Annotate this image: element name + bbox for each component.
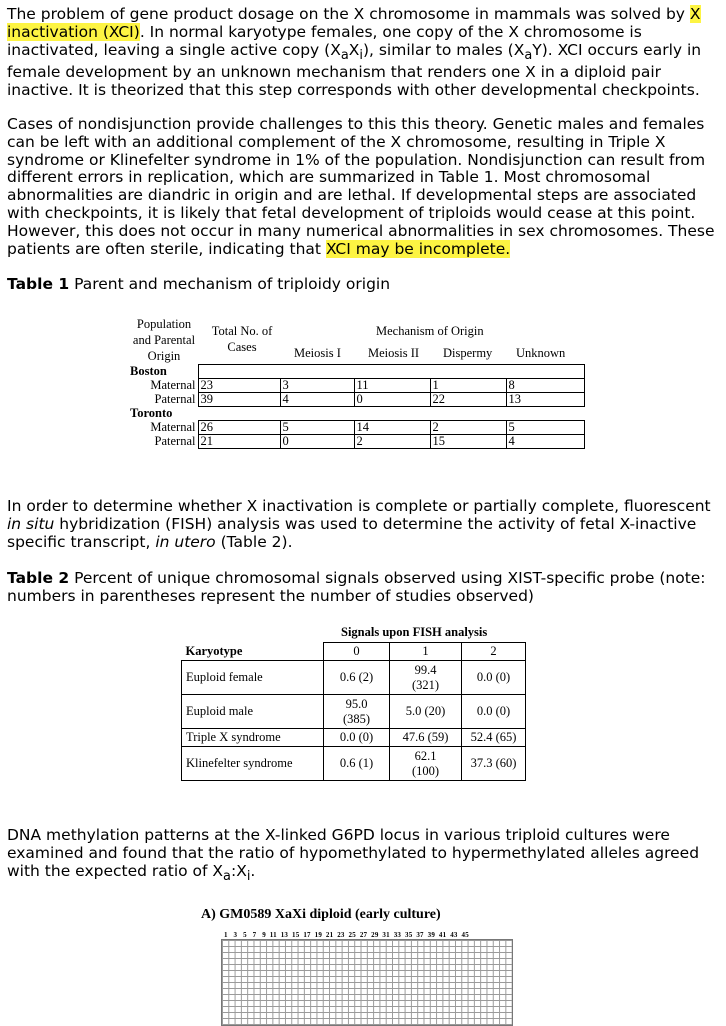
meiosis1-cell: 3 (280, 379, 354, 393)
header-1: 1 (390, 643, 462, 661)
highlight-incomplete: XCI may be incomplete. (325, 239, 511, 258)
figure-column-numbers: 1 3 5 7 9 11 13 15 17 19 21 23 25 27 29 31 33 35 37 39 41 43 45 (224, 931, 469, 939)
subscript: i (246, 868, 251, 884)
text: . (250, 861, 256, 880)
cell-line: 0.6 (2) (339, 670, 374, 684)
origin-cell: Paternal (154, 392, 196, 406)
cell-line: 0.6 (1) (339, 756, 374, 770)
dispermy-cell: 15 (430, 435, 506, 449)
meiosis1-cell: 4 (280, 393, 354, 407)
text: ), similar to males (X (362, 40, 525, 59)
table1-body (128, 364, 585, 449)
total-cell: 23 (198, 379, 280, 393)
cell-line: 0.0 (0) (476, 704, 511, 718)
signal0-cell (324, 695, 390, 729)
empty-cell (198, 365, 584, 379)
cell-line: 37.3 (60) (470, 756, 517, 770)
dispermy-cell: 1 (430, 379, 506, 393)
table-row (128, 393, 584, 407)
figure-title: A) GM0589 XaXi diploid (early culture) (201, 907, 441, 922)
meiosis2-cell: 14 (354, 421, 430, 435)
highlight-xci: X inactivation (XCI) (7, 5, 701, 41)
nondisjunction-paragraph (7, 116, 719, 258)
signal1-cell (390, 747, 462, 781)
table-row (128, 379, 584, 393)
signal1-cell (390, 661, 462, 695)
table2-body (181, 642, 526, 781)
table1-caption: Parent and mechanism of triploidy origin (69, 275, 391, 293)
table1 (128, 316, 585, 449)
signal1-cell (390, 695, 462, 729)
italic-text: in utero (155, 532, 216, 551)
text: (Table 2). (215, 532, 293, 551)
header-text: and Parental (132, 333, 196, 347)
group-boston: Boston (130, 364, 167, 378)
unknown-cell: 13 (506, 393, 584, 407)
meiosis1-cell: 5 (280, 421, 354, 435)
total-cell: 21 (198, 435, 280, 449)
header-text: Population (136, 317, 192, 331)
dispermy-cell: 22 (430, 393, 506, 407)
text: . In normal karyotype females, one copy of the X chromosome is inactivated, leaving a single active copy (X (7, 22, 642, 59)
karyotype-cell: Euploid female (182, 661, 324, 695)
meiosis2-cell: 2 (354, 435, 430, 449)
text: The problem of gene product dosage on the X chromosome in mammals was solved by (7, 5, 690, 23)
italic-text: in situ (7, 514, 55, 533)
header-unknown: Unknown (516, 346, 566, 360)
cell-line: 99.4 (414, 662, 437, 677)
text: In order to determine whether X inactivation is complete or partially complete, fluorescent (7, 497, 711, 515)
table2 (181, 624, 526, 781)
header-meiosis2: Meiosis II (368, 346, 420, 360)
total-cell: 26 (198, 421, 280, 435)
methylation-grid (221, 939, 513, 1026)
cell-line: (100) (411, 763, 440, 778)
origin-cell: Paternal (154, 434, 196, 448)
text: :X (230, 861, 247, 880)
header-total (206, 323, 278, 355)
methylation-paragraph (7, 827, 719, 885)
total-cell: 39 (198, 393, 280, 407)
signal2-cell (462, 747, 526, 781)
signal2-cell (462, 661, 526, 695)
meiosis2-cell: 11 (354, 379, 430, 393)
header-text: Cases (227, 340, 257, 354)
subscript: a (524, 47, 533, 63)
subscript: a (340, 47, 349, 63)
cell-line: (385) (342, 711, 371, 726)
signal0-cell: 0.0 (0) (324, 729, 390, 747)
header-0: 0 (324, 643, 390, 661)
table-row (182, 729, 526, 747)
meiosis2-cell: 0 (354, 393, 430, 407)
group-toronto: Toronto (130, 406, 173, 420)
header-text: Total No. of (211, 324, 273, 338)
table-row (182, 695, 526, 729)
cell-line: 0.0 (0) (476, 670, 511, 684)
table2-title (7, 570, 719, 606)
text: hybridization (FISH) analysis was used to determine the activity of fetal X-inactive specific transcript, (7, 514, 697, 551)
karyotype-cell: Triple X syndrome (182, 729, 324, 747)
cell-line: 95.0 (345, 696, 368, 711)
table2-label: Table 2 (7, 569, 70, 587)
karyotype-cell: Klinefelter syndrome (182, 747, 324, 781)
table-row (182, 661, 526, 695)
header-2: 2 (462, 643, 526, 661)
header-meiosis1: Meiosis I (294, 346, 341, 360)
table-header-row (182, 643, 526, 661)
group-row (128, 407, 584, 421)
header-karyotype: Karyotype (182, 643, 324, 661)
karyotype-cell: Euploid male (182, 695, 324, 729)
header-text: Origin (147, 349, 181, 363)
unknown-cell: 4 (506, 435, 584, 449)
cell-line: (321) (411, 677, 440, 692)
table2-signals-header: Signals upon FISH analysis (341, 625, 488, 639)
unknown-cell: 5 (506, 421, 584, 435)
signal0-cell (324, 747, 390, 781)
table-row (128, 421, 584, 435)
subscript: a (223, 868, 231, 884)
group-row (128, 365, 584, 379)
intro-paragraph (7, 6, 719, 100)
origin-cell: Maternal (150, 420, 196, 434)
dispermy-cell: 2 (430, 421, 506, 435)
origin-cell: Maternal (150, 378, 196, 392)
table2-caption: Percent of unique chromosomal signals observed using XIST-specific probe (note: numbers in parentheses represent the number of studies observed) (7, 569, 706, 605)
header-population (128, 316, 200, 364)
header-dispermy: Dispermy (443, 346, 493, 360)
table-row (182, 747, 526, 781)
cell-line: 62.1 (414, 748, 437, 763)
header-mechanism: Mechanism of Origin (376, 324, 484, 338)
text: Y). XCI occurs early in female development by an unknown mechanism that renders one X in a diploid pair inactive. It is theorized that this step corresponds with other developmental checkpoints. (7, 40, 702, 100)
fish-paragraph (7, 498, 719, 551)
unknown-cell: 8 (506, 379, 584, 393)
text: Cases of nondisjunction provide challenges to this this theory. Genetic males and females can be left with an additional complement of the X chromosome, resulting in Triple X syndrome or Klinefelter syndrome in 1% of the population. Nondisjunction can result from different errors in replication, which are summarized in Table 1. Most chromosomal abnormalities are diandric in origin and are lethal. If developmental steps are associated with checkpoints, it is likely that fetal development of triploids would cease at this point. However, this does not occur in many numerical abnormalities in sex chromosomes. These patients are often sterile, indicating that (7, 115, 715, 258)
signal0-cell (324, 661, 390, 695)
cell-line: 5.0 (20) (405, 704, 446, 718)
meiosis1-cell: 0 (280, 435, 354, 449)
table1-title (7, 276, 719, 294)
table-row (128, 435, 584, 449)
signal2-cell (462, 695, 526, 729)
signal2-cell: 52.4 (65) (462, 729, 526, 747)
text: X (348, 40, 360, 59)
subscript: i (359, 47, 363, 63)
signal1-cell: 47.6 (59) (390, 729, 462, 747)
text: DNA methylation patterns at the X-linked G6PD locus in various triploid cultures were examined and found that the ratio of hypomethylated to hypermethylated alleles agreed with the expected ratio of X (7, 826, 700, 880)
empty-cell (198, 407, 584, 421)
table1-label: Table 1 (7, 275, 70, 293)
